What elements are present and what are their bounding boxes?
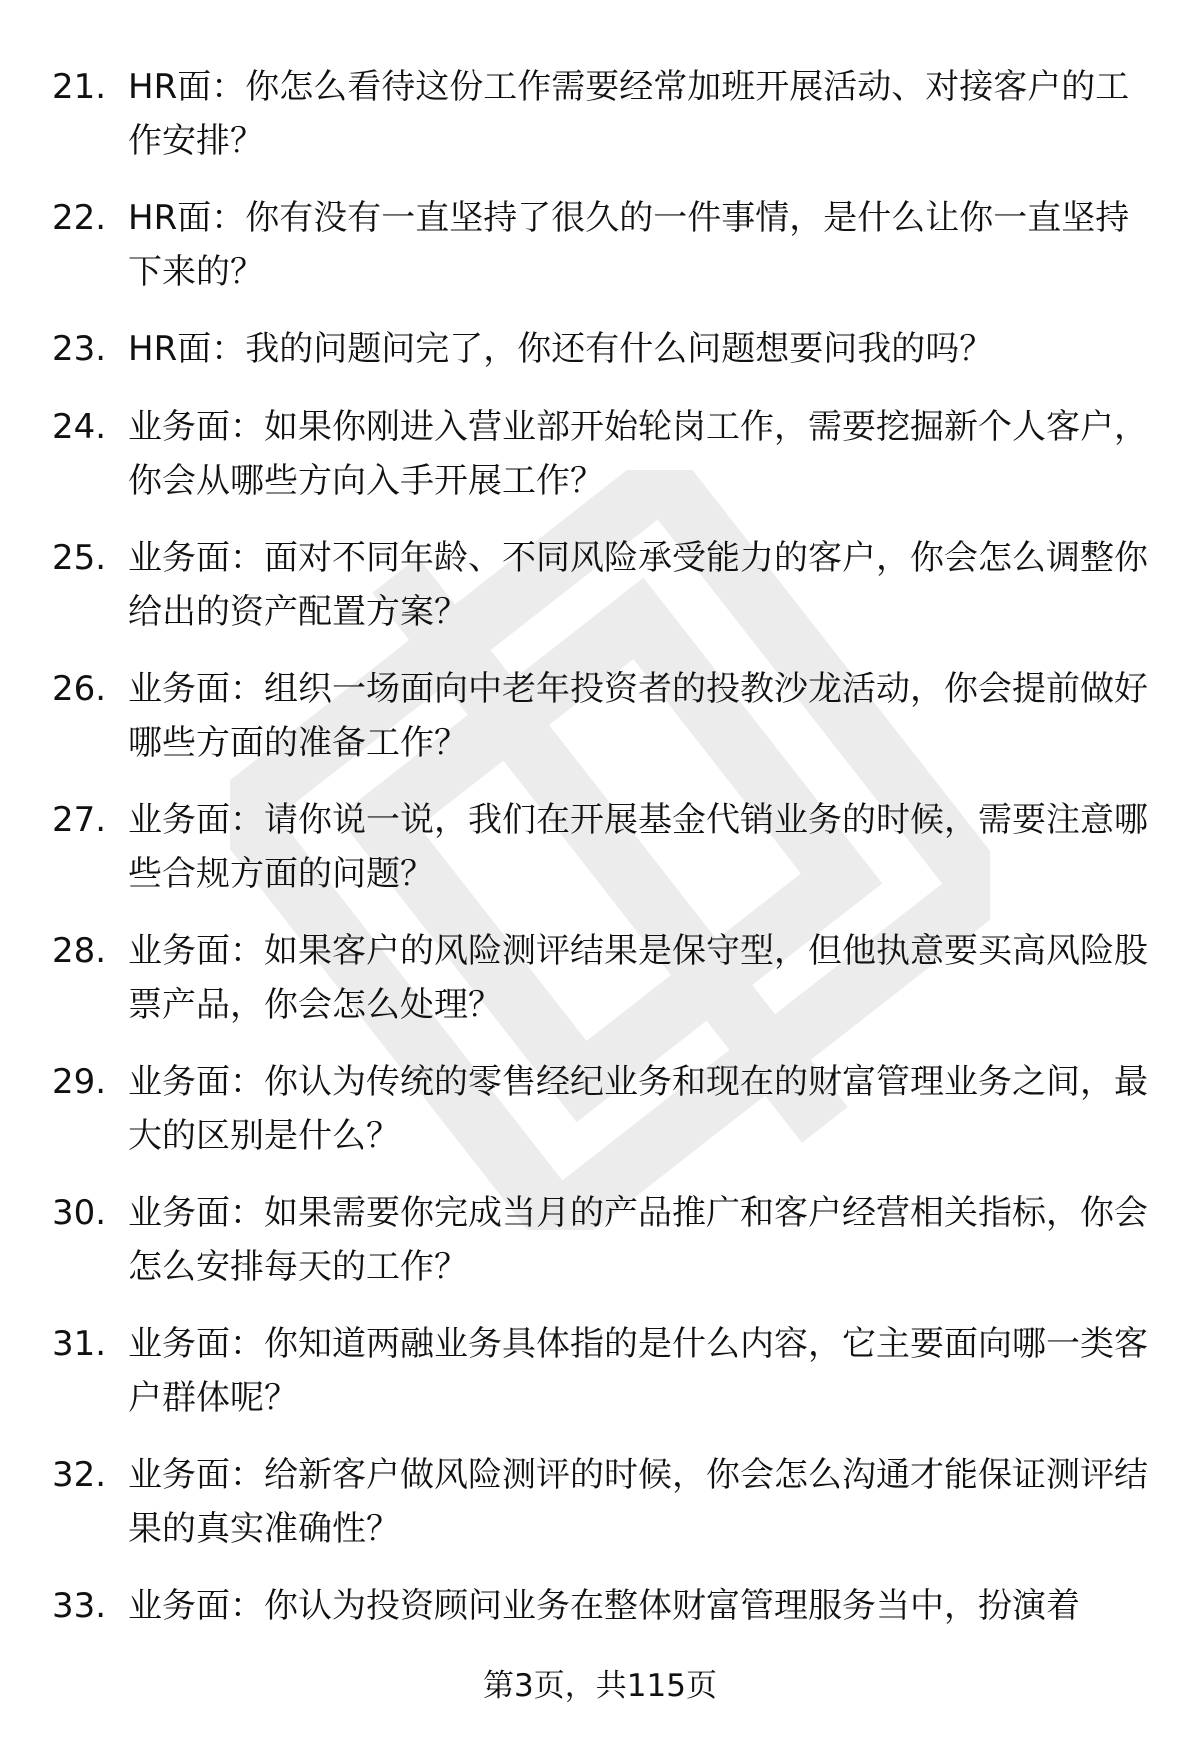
question-number: 32.: [52, 1455, 107, 1495]
question-item: [0, 322, 1200, 400]
question-text: 业务面：你认为传统的零售经纪业务和现在的财富管理业务之间，最大的区别是什么？: [128, 1062, 1148, 1156]
question-number: 22.: [52, 198, 107, 238]
question-text: 业务面：如果你刚进入营业部开始轮岗工作，需要挖掘新个人客户，你会从哪些方向入手开展工作？: [128, 407, 1148, 501]
question-item: [0, 1055, 1200, 1186]
question-number: 26.: [52, 669, 107, 709]
question-text: HR面：你有没有一直坚持了很久的一件事情，是什么让你一直坚持下来的？: [128, 198, 1130, 292]
question-text: 业务面：给新客户做风险测评的时候，你会怎么沟通才能保证测评结果的真实准确性？: [128, 1455, 1148, 1549]
question-list: [0, 60, 1200, 1710]
question-text: HR面：你怎么看待这份工作需要经常加班开展活动、对接客户的工作安排？: [128, 67, 1130, 161]
question-text: 业务面：你知道两融业务具体指的是什么内容，它主要面向哪一类客户群体呢？: [128, 1324, 1148, 1418]
question-item: [0, 924, 1200, 1055]
question-text: 业务面：如果客户的风险测评结果是保守型，但他执意要买高风险股票产品，你会怎么处理？: [128, 931, 1148, 1025]
question-item: [0, 191, 1200, 322]
question-number: 21.: [52, 67, 107, 107]
question-number: 28.: [52, 931, 107, 971]
question-text: HR面：我的问题问完了，你还有什么问题想要问我的吗？: [128, 329, 994, 369]
question-number: 24.: [52, 407, 107, 447]
question-item: [0, 1317, 1200, 1448]
question-text: 业务面：你认为投资顾问业务在整体财富管理服务当中，扮演着: [128, 1586, 1080, 1626]
question-number: 25.: [52, 538, 107, 578]
question-item: [0, 662, 1200, 793]
question-number: 27.: [52, 800, 107, 840]
question-number: 33.: [52, 1586, 107, 1626]
question-text: 业务面：组织一场面向中老年投资者的投教沙龙活动，你会提前做好哪些方面的准备工作？: [128, 669, 1148, 763]
question-item: [0, 531, 1200, 662]
question-text: 业务面：面对不同年龄、不同风险承受能力的客户，你会怎么调整你给出的资产配置方案？: [128, 538, 1148, 632]
question-text: 业务面：请你说一说，我们在开展基金代销业务的时候，需要注意哪些合规方面的问题？: [128, 800, 1148, 894]
question-item: [0, 400, 1200, 531]
question-item: [0, 1448, 1200, 1579]
question-number: 31.: [52, 1324, 107, 1364]
question-item: [0, 1186, 1200, 1317]
question-item: [0, 793, 1200, 924]
page-footer: 第3页，共115页: [483, 1668, 717, 1704]
question-text: 业务面：如果需要你完成当月的产品推广和客户经营相关指标，你会怎么安排每天的工作？: [128, 1193, 1148, 1287]
question-number: 30.: [52, 1193, 107, 1233]
question-number: 23.: [52, 329, 107, 369]
question-number: 29.: [52, 1062, 107, 1102]
question-item: [0, 60, 1200, 191]
